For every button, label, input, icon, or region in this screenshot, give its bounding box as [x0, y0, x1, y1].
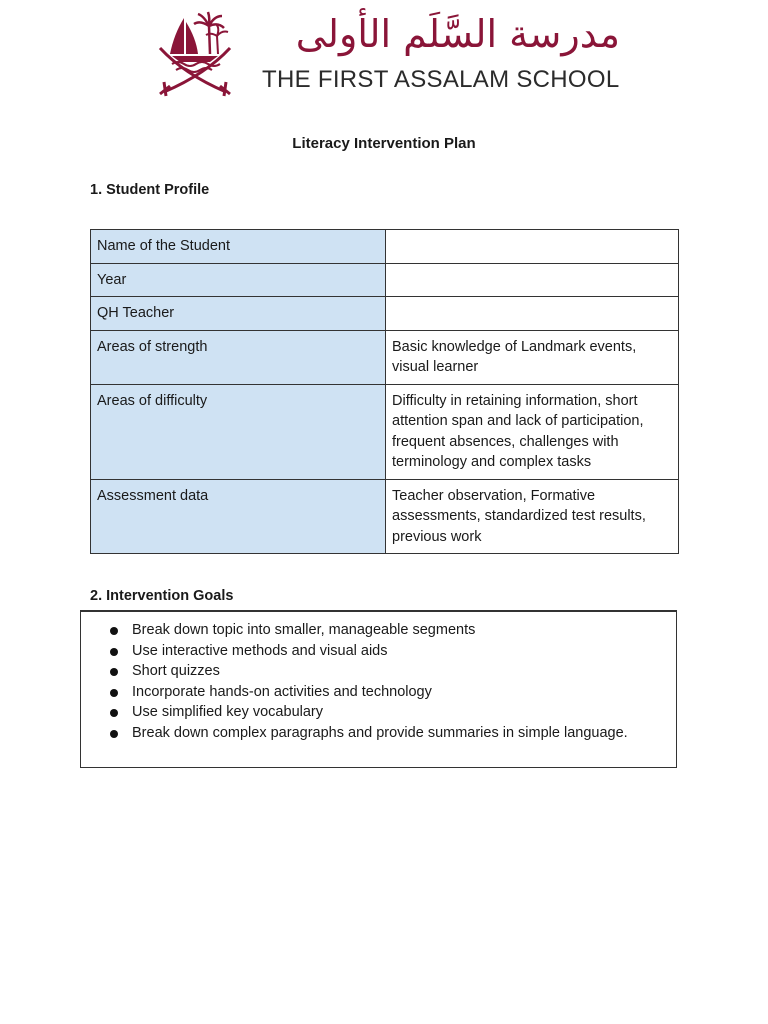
row-label-difficulties: Areas of difficulty	[91, 384, 386, 479]
list-item	[81, 702, 676, 723]
list-item	[81, 620, 676, 641]
list-item	[81, 723, 676, 744]
intervention-goals-heading: 2. Intervention Goals	[90, 588, 234, 604]
table-row	[91, 384, 679, 479]
student-profile-heading: 1. Student Profile	[90, 182, 210, 198]
row-value-student-name	[386, 230, 679, 264]
bullet-icon	[110, 648, 118, 656]
bullet-icon	[110, 668, 118, 676]
list-item	[81, 682, 676, 703]
school-name-arabic: مدرسة السَّلَم الأولى	[295, 12, 620, 56]
row-value-assessment-data: Teacher observation, Formative assessments, standardized test results, previous work	[386, 479, 679, 554]
goal-text: Incorporate hands-on activities and technology	[132, 683, 432, 700]
document-title: Literacy Intervention Plan	[292, 135, 476, 152]
goal-text: Break down complex paragraphs and provide summaries in simple language.	[132, 724, 628, 741]
row-label-year: Year	[91, 263, 386, 297]
row-value-difficulties: Difficulty in retaining information, short attention span and lack of participation, frequent absences, challenges with terminology and complex tasks	[386, 384, 679, 479]
bullet-icon	[110, 627, 118, 635]
table-row	[91, 297, 679, 331]
goal-text: Short quizzes	[132, 663, 220, 680]
intervention-goals-box	[80, 610, 677, 768]
row-label-assessment-data: Assessment data	[91, 479, 386, 554]
intervention-goals-list	[81, 612, 676, 744]
row-value-qh-teacher	[386, 297, 679, 331]
school-name-english: THE FIRST ASSALAM SCHOOL	[262, 66, 620, 93]
student-profile-table	[90, 229, 679, 554]
bullet-icon	[110, 709, 118, 717]
table-row	[91, 263, 679, 297]
goal-text: Use simplified key vocabulary	[132, 704, 323, 721]
row-label-strengths: Areas of strength	[91, 330, 386, 384]
table-row	[91, 230, 679, 264]
table-row	[91, 330, 679, 384]
goal-text: Use interactive methods and visual aids	[132, 642, 388, 659]
table-row	[91, 479, 679, 554]
bullet-icon	[110, 730, 118, 738]
school-emblem-icon	[154, 8, 236, 98]
list-item	[81, 641, 676, 662]
row-label-student-name: Name of the Student	[91, 230, 386, 264]
row-value-strengths: Basic knowledge of Landmark events, visual learner	[386, 330, 679, 384]
row-value-year	[386, 263, 679, 297]
bullet-icon	[110, 689, 118, 697]
school-letterhead	[150, 6, 630, 98]
row-label-qh-teacher: QH Teacher	[91, 297, 386, 331]
list-item	[81, 661, 676, 682]
goal-text: Break down topic into smaller, manageable segments	[132, 622, 476, 638]
